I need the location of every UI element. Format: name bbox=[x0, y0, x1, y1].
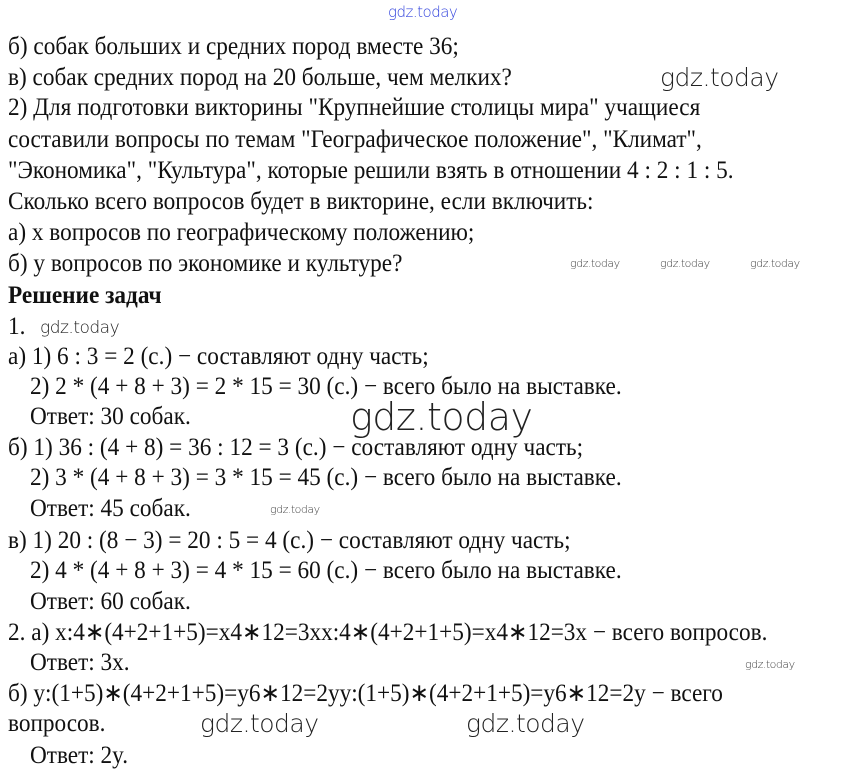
text-line: 1. bbox=[8, 313, 26, 340]
text-line: Сколько всего вопросов будет в викторине, если включить: bbox=[8, 188, 594, 215]
answer-line: Ответ: 30 собак. bbox=[30, 403, 191, 430]
watermark: gdz.today bbox=[660, 257, 710, 270]
text-line: в) 1) 20 : (8 − 3) = 20 : 5 = 4 (с.) − составляют одну часть; bbox=[8, 527, 571, 554]
text-line: 2) 4 * (4 + 8 + 3) = 4 * 15 = 60 (с.) − всего было на выставке. bbox=[30, 557, 622, 584]
watermark: gdz.today bbox=[40, 318, 120, 338]
watermark: gdz.today bbox=[388, 3, 458, 21]
section-heading: Решение задач bbox=[8, 282, 162, 309]
answer-line: Ответ: 2y. bbox=[30, 742, 129, 769]
text-line: 2) 3 * (4 + 8 + 3) = 3 * 15 = 45 (с.) − всего было на выставке. bbox=[30, 464, 622, 491]
answer-line: Ответ: 3x. bbox=[30, 649, 130, 676]
watermark: gdz.today bbox=[350, 395, 533, 439]
watermark: gdz.today bbox=[745, 658, 795, 671]
watermark: gdz.today bbox=[570, 257, 620, 270]
text-line: "Экономика", "Культура", которые решили взять в отношении 4 : 2 : 1 : 5. bbox=[8, 157, 734, 184]
text-line: б) 1) 36 : (4 + 8) = 36 : 12 = 3 (с.) − составляют одну часть; bbox=[8, 434, 584, 461]
watermark: gdz.today bbox=[660, 63, 779, 92]
answer-line: Ответ: 60 собак. bbox=[30, 588, 191, 615]
watermark: gdz.today bbox=[270, 503, 320, 516]
text-line: 2) Для подготовки викторины "Крупнейшие столицы мира" учащиеся bbox=[8, 94, 701, 121]
text-line: вопросов. bbox=[8, 710, 106, 737]
watermark: gdz.today bbox=[750, 257, 800, 270]
text-line: а) 1) 6 : 3 = 2 (с.) − составляют одну часть; bbox=[8, 343, 429, 370]
text-line: 2) 2 * (4 + 8 + 3) = 2 * 15 = 30 (с.) − всего было на выставке. bbox=[30, 373, 622, 400]
text-line: б) собак больших и средних пород вместе 36; bbox=[8, 33, 459, 60]
text-line: б) y:(1+5)∗(4+2+1+5)=y6∗12=2yy:(1+5)∗(4+2+1+5)=y6∗12=2y − всего bbox=[8, 680, 723, 707]
text-line: составили вопросы по темам "Географическое положение", "Климат", bbox=[8, 126, 702, 153]
text-line: а) x вопросов по географическому положению; bbox=[8, 219, 475, 246]
watermark: gdz.today bbox=[466, 709, 585, 738]
text-line: в) собак средних пород на 20 больше, чем мелких? bbox=[8, 64, 512, 91]
text-line: б) y вопросов по экономике и культуре? bbox=[8, 250, 403, 277]
answer-line: Ответ: 45 собак. bbox=[30, 495, 191, 522]
watermark: gdz.today bbox=[200, 709, 319, 738]
text-line: 2. а) x:4∗(4+2+1+5)=x4∗12=3xx:4∗(4+2+1+5)=x4∗12=3x − всего вопросов. bbox=[8, 619, 768, 646]
